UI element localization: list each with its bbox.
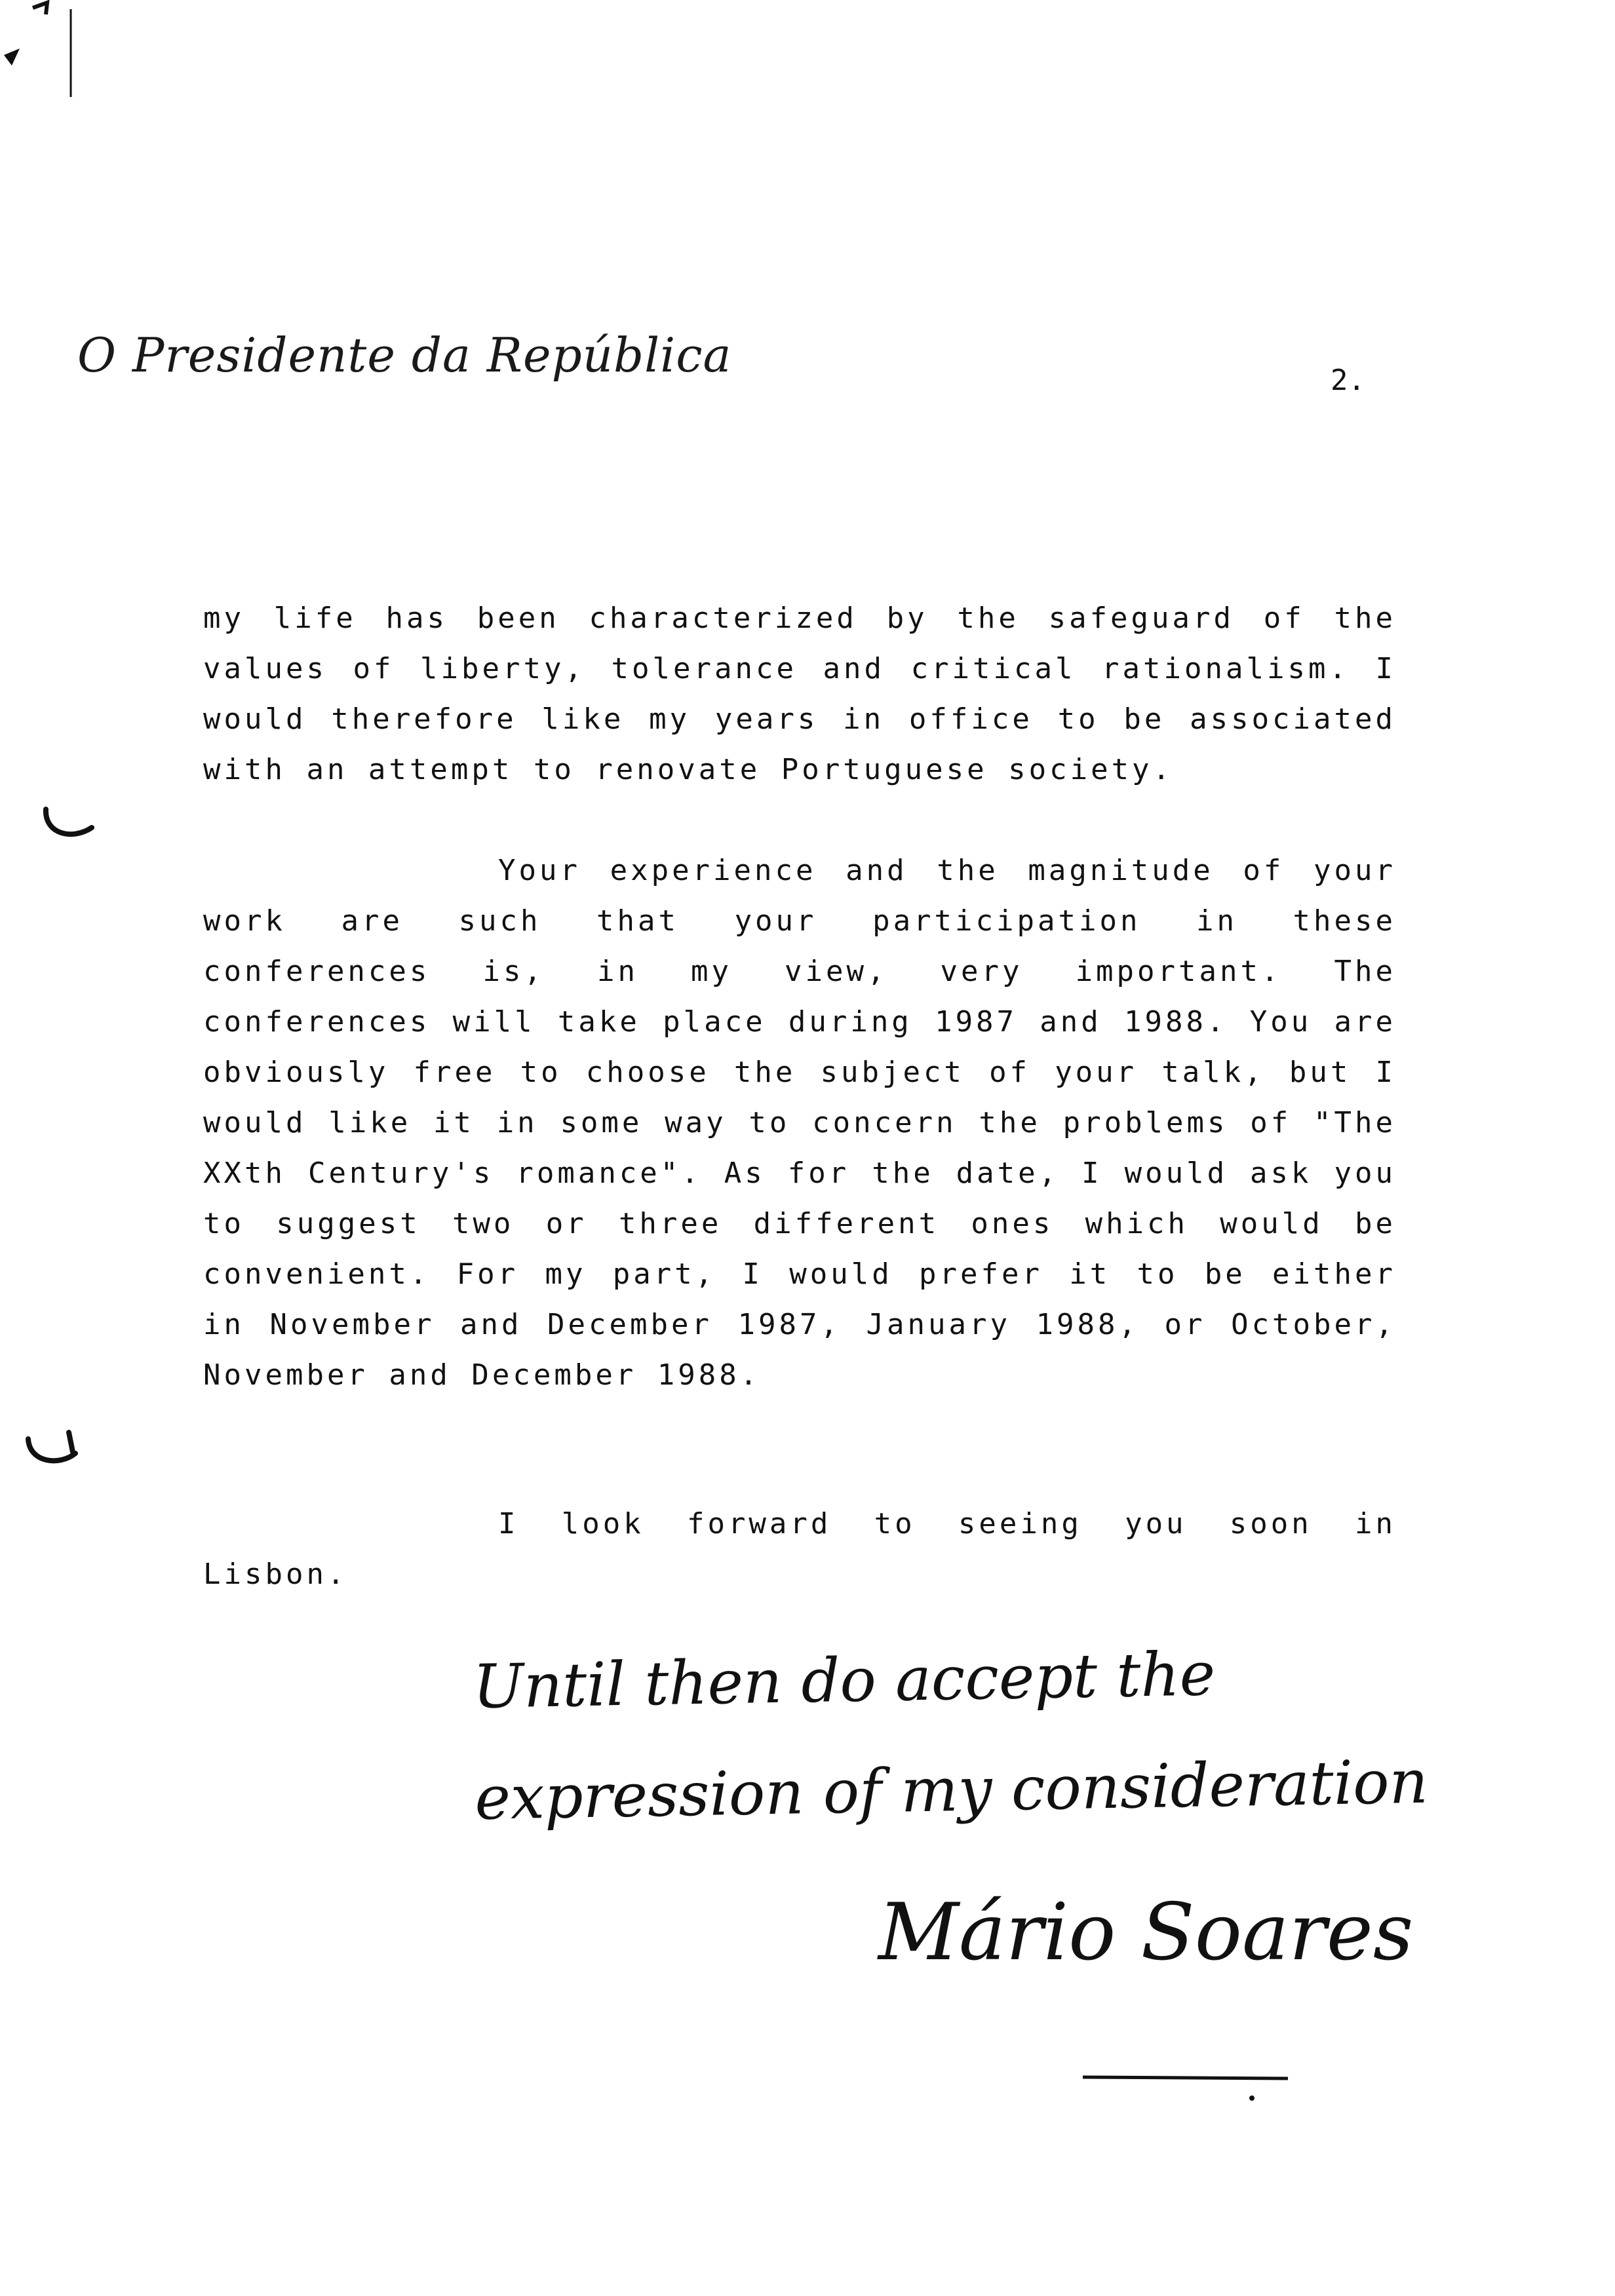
signature-underline: [1081, 2064, 1291, 2103]
body-paragraph-3: [203, 1499, 1396, 1599]
body-paragraph-3-text: I look forward to seeing you soon in Lisbon.: [203, 1507, 1396, 1591]
punch-mark-bottom: [23, 1428, 82, 1474]
letterhead-title: O Presidente da República: [77, 328, 732, 383]
signature: Mário Soares: [878, 1887, 1414, 1978]
page-number: 2.: [1331, 364, 1365, 397]
corner-marks: [0, 0, 92, 105]
body-paragraph-2-text: Your experience and the magnitude of your work are such that your participation in these conferences is, in my view, very important. The conferences will take place during 1987 and 1988. You are obviously free to choose the subject of your talk, but I would like it in some way to concern the problems of "The XXth Century's romance". As for the date, I would ask you to suggest two or three different ones which would be convenient. For my part, I would prefer it to be either in November and December 1987, January 1988, or October, November and December 1988.: [203, 854, 1396, 1392]
body-paragraph-1: my life has been characterized by the safeguard of the values of liberty, tolerance and critical rationalism. I would therefore like my years in office to be associated with an attempt to renovate Portuguese society.: [203, 602, 1396, 786]
body-paragraph-2: [203, 845, 1396, 1400]
punch-mark-top: [39, 803, 98, 849]
handwritten-closing: Until then do accept the expression of my consideration: [472, 1639, 1429, 1833]
